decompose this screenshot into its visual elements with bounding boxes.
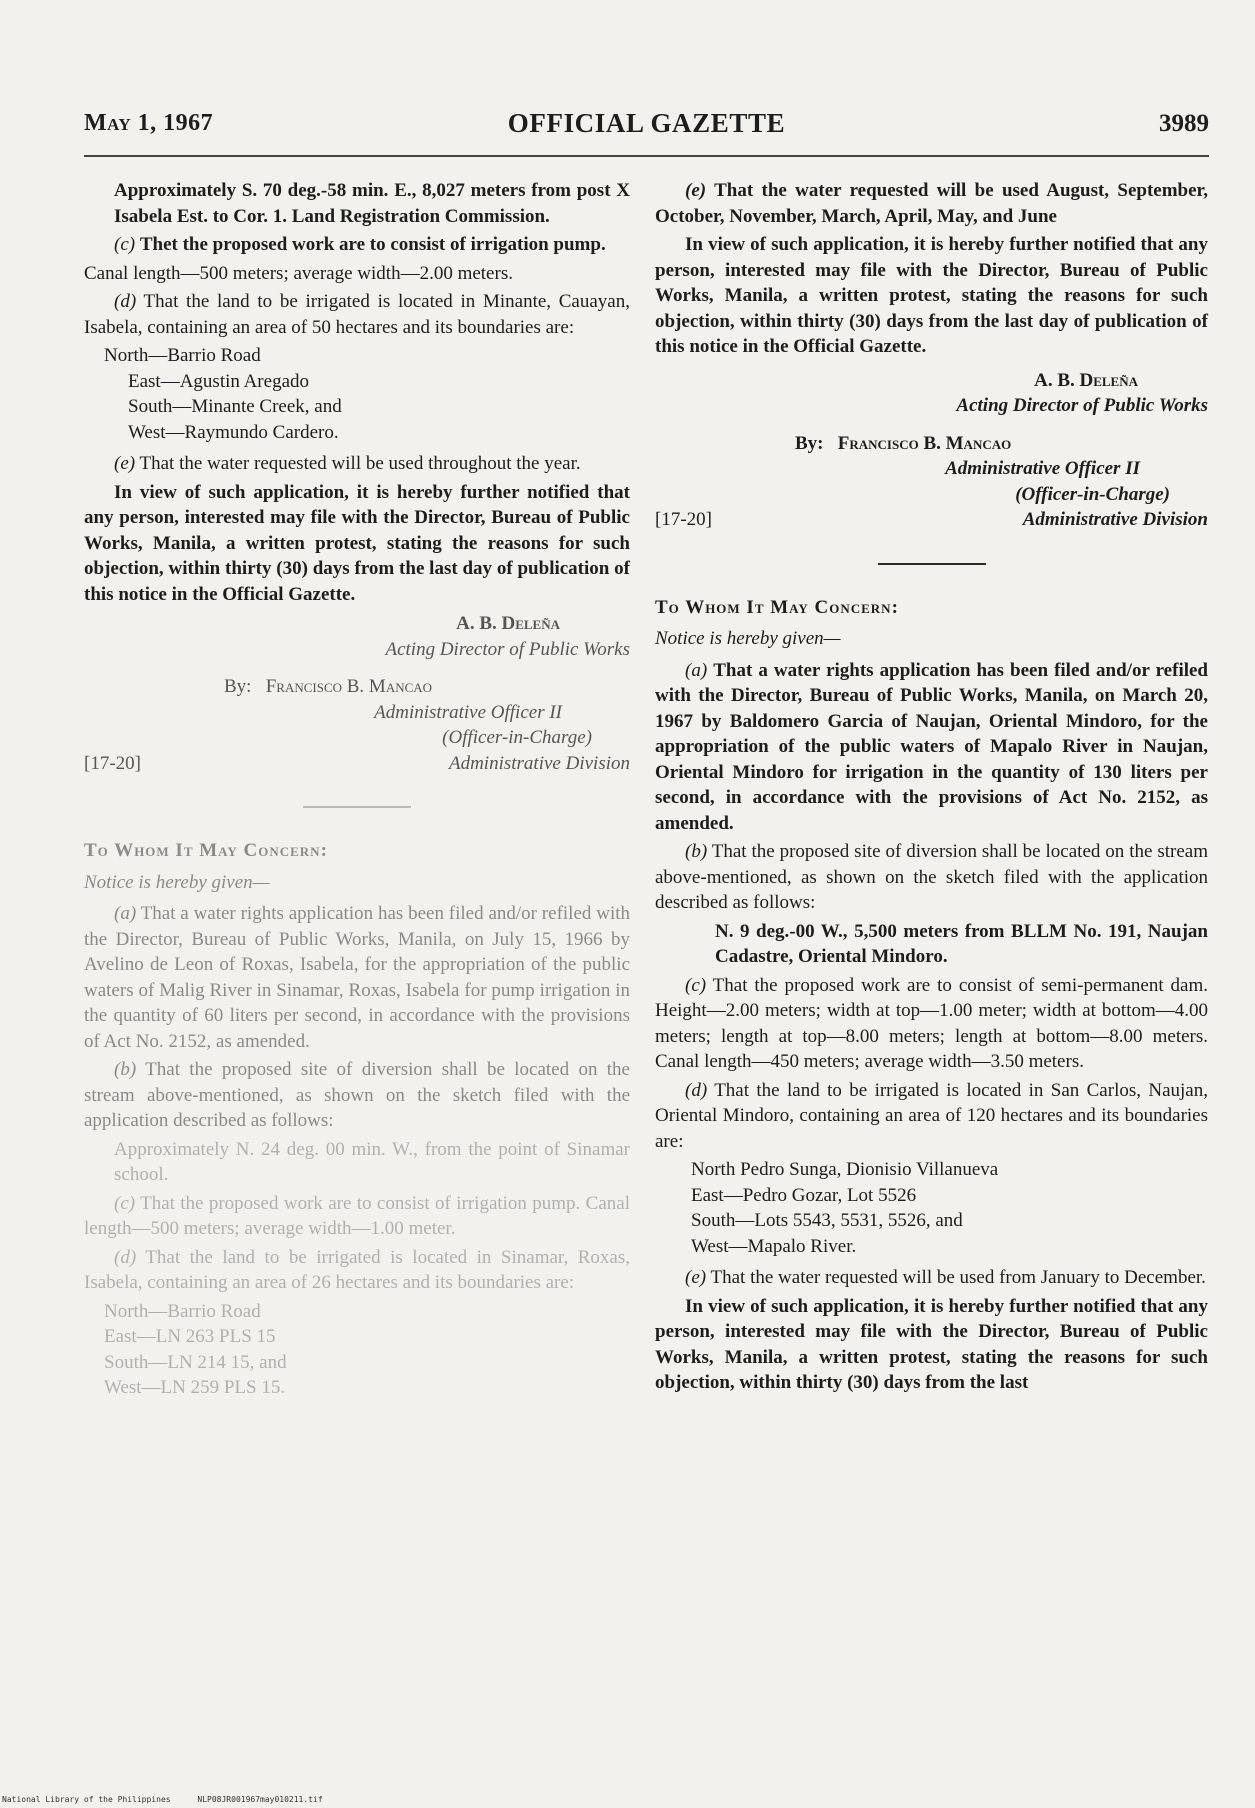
publication-title: OFFICIAL GAZETTE: [507, 108, 786, 138]
signatory-name: A. B. Deleña: [1034, 369, 1138, 391]
right-column: [655, 178, 1208, 1399]
right-signature-block: [655, 368, 1208, 533]
page-number: 3989: [1159, 110, 1209, 137]
left-paragraph-e: (e) That the water requested will be used throughout the year.: [114, 453, 581, 474]
left-notice-b: (b) That the proposed site of diversion shall be located on the stream above-mentioned, as shown on the sketch filed with the application described as follows:: [84, 1059, 630, 1131]
right-notice-protest: In view of such application, it is hereby further notified that any person, interested may file with the Director, Bureau of Public Works, Manila, a written protest, stating the reasons for such objection, within thirty (30) days from the last: [655, 1295, 1208, 1393]
signatory-name: A. B. Deleña: [456, 613, 560, 634]
section-divider: [878, 563, 986, 565]
left-boundaries: [84, 343, 630, 445]
boundary-north: North—Barrio Road: [104, 345, 261, 366]
issue-date: May 1, 1967: [84, 110, 214, 136]
right-notice-c: (c) That the proposed work are to consist of semi-permanent dam. Height—2.00 meters; width at top—1.00 meter; width at bottom—4.00 meters; length at top—8.00 meters; length at bottom—8.00 meters. Canal length—450 meters; average width—3.50 meters.: [655, 974, 1208, 1072]
signatory-division-line: [17-20] Administrative Division: [655, 507, 1208, 533]
left-paragraph-canal: Canal length—500 meters; average width—2.00 meters.: [84, 262, 513, 284]
boundary-east: East—Agustin Aregado: [128, 370, 310, 392]
boundary-north: North Pedro Sunga, Dionisio Villanueva: [691, 1159, 999, 1180]
boundary-west-2: West—LN 259 PLS 15.: [104, 1377, 286, 1398]
signatory-by: By: Francisco B. Mancao: [795, 432, 1012, 454]
left-paragraph-d: (d) That the land to be irrigated is located in Minante, Cauayan, Isabela, containing an area of 50 hectares and its boundaries are:: [84, 291, 630, 338]
library-credit: National Library of the Philippines: [2, 1795, 171, 1804]
left-column: [84, 178, 630, 1401]
left-notice-location: Approximately N. 24 deg. 00 min. W., from the point of Sinamar school.: [114, 1138, 630, 1185]
page-header: [84, 110, 1209, 150]
boundary-south-2: South—LN 214 15, and: [104, 1351, 287, 1373]
boundary-south: South—Minante Creek, and: [128, 396, 342, 417]
left-paragraph-c: (c) Thet the proposed work are to consist of irrigation pump.: [114, 234, 606, 255]
header-rule: [84, 155, 1209, 157]
signatory-role: (Officer-in-Charge): [442, 727, 592, 748]
boundary-east-2: East—LN 263 PLS 15: [104, 1326, 276, 1347]
left-boundaries-2: [84, 1299, 630, 1401]
signatory-role: (Officer-in-Charge): [1015, 483, 1170, 505]
signatory-division-line: [17-20] Administrative Division: [84, 751, 630, 777]
boundary-north-2: North—Barrio Road: [104, 1300, 261, 1322]
signatory-position: Administrative Officer II: [945, 458, 1140, 479]
left-paragraph-location: Approximately S. 70 deg.-58 min. E., 8,027 meters from post X Isabela Est. to Cor. 1. Land Registration Commission.: [114, 180, 630, 227]
right-boundaries: [655, 1157, 1208, 1259]
notice-heading: To Whom It May Concern:: [655, 596, 899, 618]
right-notice-b: (b) That the proposed site of diversion shall be located on the stream above-mentioned, as shown on the sketch filed with the application described as follows:: [655, 841, 1208, 913]
right-notice-a: (a) That a water rights application has been filed and/or refiled with the Director, Bureau of Public Works, Manila, on March 20, 1967 by Baldomero Garcia of Naujan, Oriental Mindoro, for the appropriation of the public waters of Mapalo River in Naujan, Oriental Mindoro for irrigation in the quantity of 130 liters per second, in accordance with the provisions of Act No. 2152, as amended.: [655, 659, 1209, 834]
signatory-position: Administrative Officer II: [374, 701, 562, 723]
boundary-south: South—Lots 5543, 5531, 5526, and: [691, 1210, 963, 1231]
right-paragraph-e: (e) That the water requested will be used August, September, October, November, March, April, May, and June: [655, 180, 1208, 227]
section-divider: [303, 806, 411, 808]
right-paragraph-protest: In view of such application, it is hereby further notified that any person, interested may file with the Director, Bureau of Public Works, Manila, a written protest, stating the reasons for such objection, within thirty (30) days from the last day of publication of this notice in the Official Gazette.: [655, 234, 1208, 357]
notice-intro: Notice is hereby given—: [84, 871, 270, 893]
scan-filename: NLP08JR001967may010211.tif: [197, 1795, 323, 1804]
boundary-west: West—Raymundo Cardero.: [128, 421, 339, 443]
right-notice-d: (d) That the land to be irrigated is located in San Carlos, Naujan, Oriental Mindoro, containing an area of 120 hectares and its boundaries are:: [655, 1079, 1208, 1152]
signatory-title: Acting Director of Public Works: [385, 638, 630, 660]
right-notice-location: N. 9 deg.-00 W., 5,500 meters from BLLM No. 191, Naujan Cadastre, Oriental Mindoro.: [715, 920, 1208, 967]
boundary-west: West—Mapalo River.: [691, 1235, 857, 1257]
left-paragraph-protest: In view of such application, it is hereby further notified that any person, interested may file with the Director, Bureau of Public Works, Manila, a written protest, stating the reasons for such objection, within thirty (30) days from the last day of publication of this notice in the Official Gazette.: [84, 481, 630, 605]
notice-intro: Notice is hereby given—: [655, 628, 841, 649]
scan-footer: [2, 1795, 345, 1804]
left-signature-block: [84, 611, 630, 776]
left-notice-d: (d) That the land to be irrigated is located in Sinamar, Roxas, Isabela, containing an area of 26 hectares and its boundaries are:: [84, 1246, 630, 1293]
left-notice-a: (a) That a water rights application has been filed and/or refiled with the Director, Bureau of Public Works, Manila, on July 15, 1966 by Avelino de Leon of Roxas, Isabela, for the appropriation of the public waters of Malig River in Sinamar, Roxas, Isabela for pump irrigation in the quantity of 60 liters per second, in accordance with the provisions of Act No. 2152, as amended.: [84, 903, 630, 1052]
right-notice-e: (e) That the water requested will be used from January to December.: [685, 1267, 1206, 1288]
publication-code: [17-20]: [84, 752, 141, 774]
left-notice-c: (c) That the proposed work are to consist of irrigation pump. Canal length—500 meters; average width—1.00 meter.: [84, 1192, 630, 1239]
signatory-by: By: Francisco B. Mancao: [224, 676, 433, 697]
signatory-title: Acting Director of Public Works: [956, 395, 1208, 416]
publication-code: [17-20]: [655, 509, 712, 530]
notice-heading: To Whom It May Concern:: [84, 840, 328, 861]
boundary-east: East—Pedro Gozar, Lot 5526: [691, 1184, 917, 1206]
